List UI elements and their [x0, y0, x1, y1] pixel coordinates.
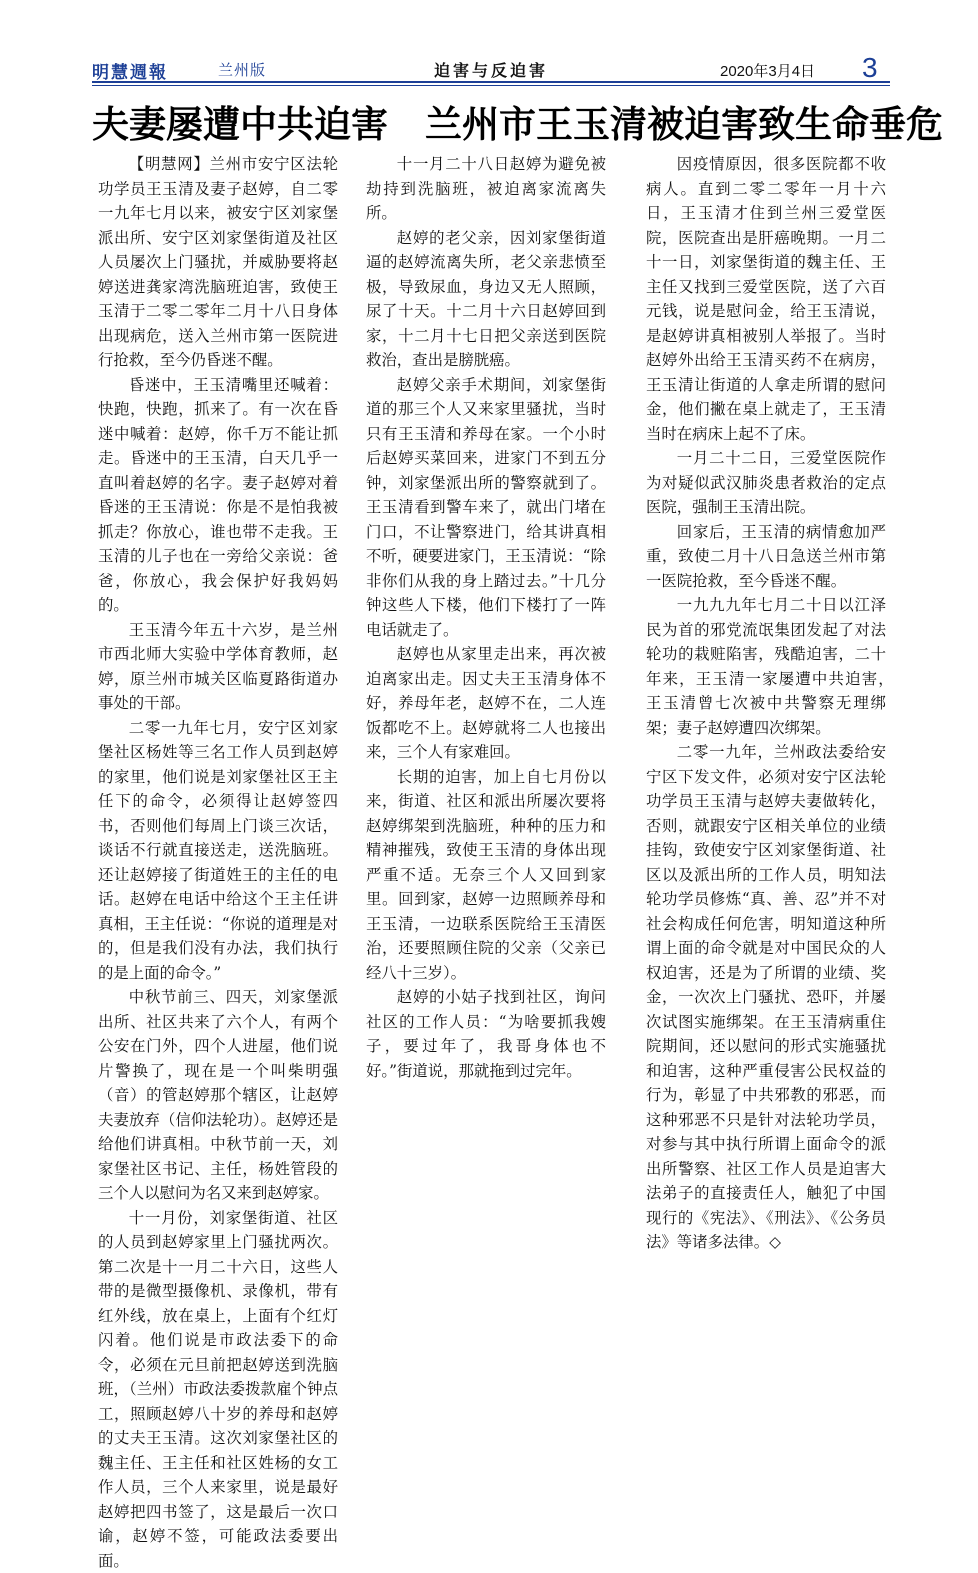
article-paragraph: 二零一九年七月，安宁区刘家堡社区杨姓等三名工作人员到赵婷的家里，他们说是刘家堡社区王主任下的命令，必须得让赵婷签四书，否则他们每周上门谈三次话，谈话不行就直接送走，送洗脑班。还让赵婷接了街道姓王的主任的电话。赵婷在电话中给这个王主任讲真相，王主任说：“你说的道理是对的，但是我们没有办法，我们执行的是上面的命令。” — [98, 716, 338, 986]
article-paragraph: 昏迷中，王玉清嘴里还喊着：快跑，快跑，抓来了。有一次在昏迷中喊着：赵婷，你千万不能让抓走。昏迷中的王玉清，白天几乎一直叫着赵婷的名字。妻子赵婷对着昏迷的王玉清说：你是不是怕我被抓走？你放心，谁也带不走我。王玉清的儿子也在一旁给父亲说：爸爸，你放心，我会保护好我妈妈的。 — [98, 373, 338, 618]
article-paragraph: 王玉清今年五十六岁，是兰州市西北师大实验中学体育教师，赵婷，原兰州市城关区临夏路街道办事处的干部。 — [98, 618, 338, 716]
article-paragraph: 十一月二十八日赵婷为避免被劫持到洗脑班，被迫离家流离失所。 — [366, 152, 606, 226]
edition-label: 兰州版 — [218, 59, 266, 80]
article-paragraph: 中秋节前三、四天，刘家堡派出所、社区共来了六个人，有两个公安在门外，四个人进屋，他们说片警换了，现在是一个叫柴明强（音）的管赵婷那个辖区，让赵婷夫妻放弃（信仰法轮功）。赵婷还是给他们讲真相。中秋节前一天，刘家堡社区书记、主任，杨姓管段的三个人以慰问为名又来到赵婷家。 — [98, 985, 338, 1206]
section-title: 迫害与反迫害 — [434, 58, 548, 81]
article-column-1 — [98, 152, 338, 1252]
header-rule — [92, 81, 890, 83]
article-paragraph: 【明慧网】兰州市安宁区法轮功学员王玉清及妻子赵婷，自二零一九年七月以来，被安宁区刘家堡派出所、安宁区刘家堡街道及社区人员屡次上门骚扰，并威胁要将赵婷送进龚家湾洗脑班迫害，致使王玉清于二零二零年二月十八日身体出现病危，送入兰州市第一医院进行抢救，至今仍昏迷不醒。 — [98, 152, 338, 373]
article-column-3 — [646, 152, 886, 1252]
issue-date: 2020年3月4日 — [720, 60, 815, 81]
article-paragraph: 二零一九年，兰州政法委给安宁区下发文件，必须对安宁区法轮功学员王玉清与赵婷夫妻做转化，否则，就跟安宁区相关单位的业绩挂钩，致使安宁区刘家堡街道、社区以及派出所的工作人员，明知法轮功学员修炼“真、善、忍”并不对社会构成任何危害，明知道这种所谓上面的命令就是对中国民众的人权迫害，还是为了所谓的业绩、奖金，一次次上门骚扰、恐吓，并屡次试图实施绑架。在王玉清病重住院期间，还以慰问的形式实施骚扰和迫害，这种严重侵害公民权益的行为，彰显了中共邪教的邪恶，而这种邪恶不只是针对法轮功学员，对参与其中执行所谓上面命令的派出所警察、社区工作人员是迫害大法弟子的直接责任人，触犯了中国现行的《宪法》、《刑法》、《公务员法》等诸多法律。◇ — [646, 740, 886, 1255]
article-paragraph: 因疫情原因，很多医院都不收病人。直到二零二零年一月十六日，王玉清才住到兰州三爱堂医院，医院查出是肝癌晚期。一月二十一日，刘家堡街道的魏主任、王主任又找到三爱堂医院，送了六百元钱，说是慰问金，给王玉清说，是赵婷讲真相被别人举报了。当时赵婷外出给王玉清买药不在病房，王玉清让街道的人拿走所谓的慰问金，他们撇在桌上就走了，王玉清当时在病床上起不了床。 — [646, 152, 886, 446]
article-paragraph: 赵婷的小姑子找到社区，询问社区的工作人员：“为啥要抓我嫂子，要过年了，我哥身体也不好。”街道说，那就拖到过完年。 — [366, 985, 606, 1083]
article-paragraph: 赵婷也从家里走出来，再次被迫离家出走。因丈夫王玉清身体不好，养母年老，赵婷不在，二人连饭都吃不上。赵婷就将二人也接出来，三个人有家难回。 — [366, 642, 606, 765]
article-column-2 — [366, 152, 606, 1252]
article-paragraph: 赵婷父亲手术期间，刘家堡街道的那三个人又来家里骚扰，当时只有王玉清和养母在家。一个小时后赵婷买菜回来，进家门不到五分钟，刘家堡派出所的警察就到了。王玉清看到警车来了，就出门堵在门口，不让警察进门，给其讲真相不听，硬要进家门，王玉清说：“除非你们从我的身上踏过去。”十几分钟这些人下楼，他们下楼打了一阵电话就走了。 — [366, 373, 606, 643]
header-rule-thin — [92, 85, 890, 86]
page-number: 3 — [862, 52, 878, 84]
article-paragraph: 一九九九年七月二十日以江泽民为首的邪党流氓集团发起了对法轮功的栽赃陷害，残酷迫害，二十年来，王玉清一家屡遭中共迫害， 王玉清曾七次被中共警察无理绑架；妻子赵婷遭四次绑架。 — [646, 593, 886, 740]
article-paragraph: 十一月份，刘家堡街道、社区的人员到赵婷家里上门骚扰两次。第二次是十一月二十六日，这些人带的是微型摄像机、录像机，带有红外线，放在桌上，上面有个红灯闪着。他们说是市政法委下的命令，必须在元旦前把赵婷送到洗脑班，（兰州）市政法委拨款雇个钟点工，照顾赵婷八十岁的养母和赵婷的丈夫王玉清。这次刘家堡社区的魏主任、王主任和社区姓杨的女工作人员，三个人来家里，说是最好赵婷把四书签了，这是最后一次口谕，赵婷不签，可能政法委要出面。 — [98, 1206, 338, 1573]
article-paragraph: 回家后，王玉清的病情愈加严重，致使二月十八日急送兰州市第一医院抢救，至今昏迷不醒。 — [646, 520, 886, 594]
article-paragraph: 一月二十二日，三爱堂医院作为对疑似武汉肺炎患者救治的定点医院，强制王玉清出院。 — [646, 446, 886, 520]
article-title: 夫妻屡遭中共迫害 兰州市王玉清被迫害致生命垂危 — [92, 96, 890, 152]
article-paragraph: 长期的迫害，加上自七月份以来，街道、社区和派出所屡次要将赵婷绑架到洗脑班，种种的压力和精神摧残，致使王玉清的身体出现严重不适。无奈三个人又回到家里。回到家，赵婷一边照顾养母和王玉清，一边联系医院给王玉清医治，还要照顾住院的父亲（父亲已经八十三岁）。 — [366, 765, 606, 986]
article-paragraph: 赵婷的老父亲，因刘家堡街道逼的赵婷流离失所，老父亲悲愤至极，导致尿血，身边又无人照顾，尿了十天。十二月十六日赵婷回到家，十二月十七日把父亲送到医院救治，查出是膀胱癌。 — [366, 226, 606, 373]
newspaper-brand: 明慧週報 — [92, 58, 168, 83]
